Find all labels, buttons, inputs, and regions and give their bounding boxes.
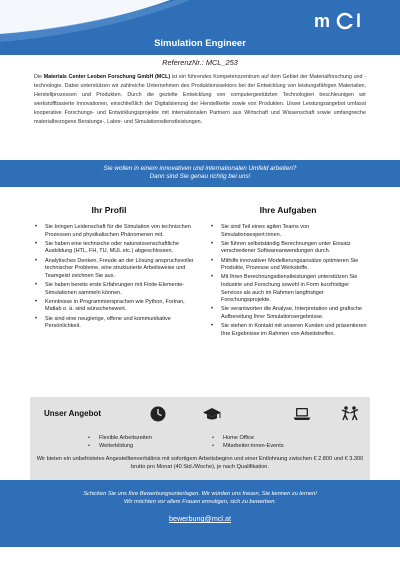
offer-box xyxy=(30,397,370,491)
profil-item: • Analytisches Denken, Freude an der Lösung anspruchsvoller technischer Probleme, eine strukturierte Arbeitsweise und Teamgeist zeichnen Sie aus. xyxy=(34,258,194,281)
aufgaben-list xyxy=(210,224,370,340)
intro-prefix: Die xyxy=(34,74,44,80)
footer-line-1: Schicken Sie uns Ihre Bewerbungsunterlagen. Wir würden uns freuen, Sie kennen zu lernen! xyxy=(83,491,317,497)
svg-text:m: m xyxy=(314,11,332,31)
profil-item: • Sie haben eine technische oder naturwissenschaftliche Ausbildung (HTL, FH, TU, MUL etc.) abgeschlossen. xyxy=(34,241,194,256)
people-dancing-icon xyxy=(340,405,360,423)
offer-item: • Mitarbeiter:innen-Events xyxy=(212,442,284,450)
aufgaben-item: • Sie verantworten die Analyse, Interpretation und grafische Aufbereitung Ihrer Simulationsergebnisse. xyxy=(210,306,370,321)
offer-item: • Flexible Arbeitszeiten xyxy=(88,434,152,442)
banner-line-2: Dann sind Sie genau richtig bei uns! xyxy=(149,173,251,181)
offer-list-right xyxy=(212,434,284,451)
invitation-banner xyxy=(0,160,400,187)
offer-list-left xyxy=(88,434,152,451)
aufgaben-item: • Sie sind Teil eines agilen Teams von Simulationsexpert:innen. xyxy=(210,224,370,239)
footer-line-2: Wir möchten vor allem Frauen ermutigen, sich zu bewerben. xyxy=(124,499,276,506)
profil-heading: Ihr Profil xyxy=(91,205,127,215)
footer-bottom-strip xyxy=(0,547,400,567)
salary-note: Wir bieten ein unbefristetes Angestelltenverhältnis mit sofortigem Arbeitsbeginn und einer Entlohnung zwischen € 2.800 und € 3.300 brutto pro Monat (40 Std./Woche), je nach Qualifikation. xyxy=(36,456,364,471)
header-bar xyxy=(0,0,400,55)
clock-icon xyxy=(148,405,168,423)
application-email-link[interactable]: bewerbung@mcl.at xyxy=(168,514,232,523)
aufgaben-item: • Sie führen selbstständig Berechnungen unter Einsatz verschiedener Softwareanwendungen durch. xyxy=(210,241,370,256)
reference-number: ReferenzNr.: MCL_253 xyxy=(162,58,238,67)
offer-heading: Unser Angebot xyxy=(44,409,102,418)
profil-item: • Sie haben bereits erste Erfahrungen mit Finite-Elemente-Simulationen sammeln können. xyxy=(34,282,194,297)
profil-item: • Sie bringen Leidenschaft für die Simulation von technischen Prozessen und physikalischen Phänomenen mit. xyxy=(34,224,194,239)
svg-text:l: l xyxy=(356,11,362,31)
laptop-icon xyxy=(292,405,312,423)
intro-text: ist ein führendes Kompetenzzentrum auf dem Gebiet der Materialforschung und -technologie. Dabei unterstützen wir zahlreiche Unternehmen des Produktionssektors bei der Entwicklung von leistungsfähigen Materialien, Herstellprozessen und Produkten. Durch die gezielte Entwicklung von computergestützten Technologien beschleunigen wir werkstoffbasierte Innovationen, einschließlich der Digitalisierung der Herstellkette sowie von Produkten. Unser Leistungsangebot umfasst kooperative Forschungs- und Entwicklungsprojekte mit internationalen Partnern aus Wirtschaft und Wissenschaft sowie umfangreiche materialbezogene Beratungs-, Labor- und Simulationsdienstleistungen. xyxy=(34,74,366,125)
aufgaben-item: • Sie stehen in Kontakt mit unseren Kunden und präsentieren Ihre Ergebnisse im Rahmen von Arbeitstreffen. xyxy=(210,323,370,338)
job-title: Simulation Engineer xyxy=(154,38,246,49)
banner-line-1: Sie wollen in einem innovativen und internationalen Umfeld arbeiten? xyxy=(103,165,297,172)
offer-item: • Home Office xyxy=(212,434,284,442)
aufgaben-item: • Mithilfe innovativer Modellierungsansätze optimieren Sie Produkte, Prozesse und Werkstoffe. xyxy=(210,258,370,273)
graduation-cap-icon xyxy=(202,405,222,423)
mcl-logo xyxy=(312,10,376,32)
profil-item: • Sie sind eine neugierige, offene und kommunikative Persönlichkeit. xyxy=(34,316,194,331)
company-name: Materials Center Leoben Forschung GmbH (MCL) xyxy=(43,74,171,80)
intro-paragraph xyxy=(34,73,366,126)
footer-text xyxy=(0,490,400,506)
profil-item: • Kenntnisse in Programmiersprachen wie Python, Fortran, Matlab o. ä. sind wünschenswert. xyxy=(34,299,194,314)
profil-list xyxy=(34,224,194,332)
offer-item: • Weiterbildung xyxy=(88,442,152,450)
aufgaben-item: • Mit Ihren Berechnungsdienstleistungen unterstützen Sie Industrie und Forschung sowohl in Form kurzfristiger Services als auch im Rahmen langfristiger Forschungsprojekte. xyxy=(210,274,370,304)
aufgaben-heading: Ihre Aufgaben xyxy=(259,205,317,215)
